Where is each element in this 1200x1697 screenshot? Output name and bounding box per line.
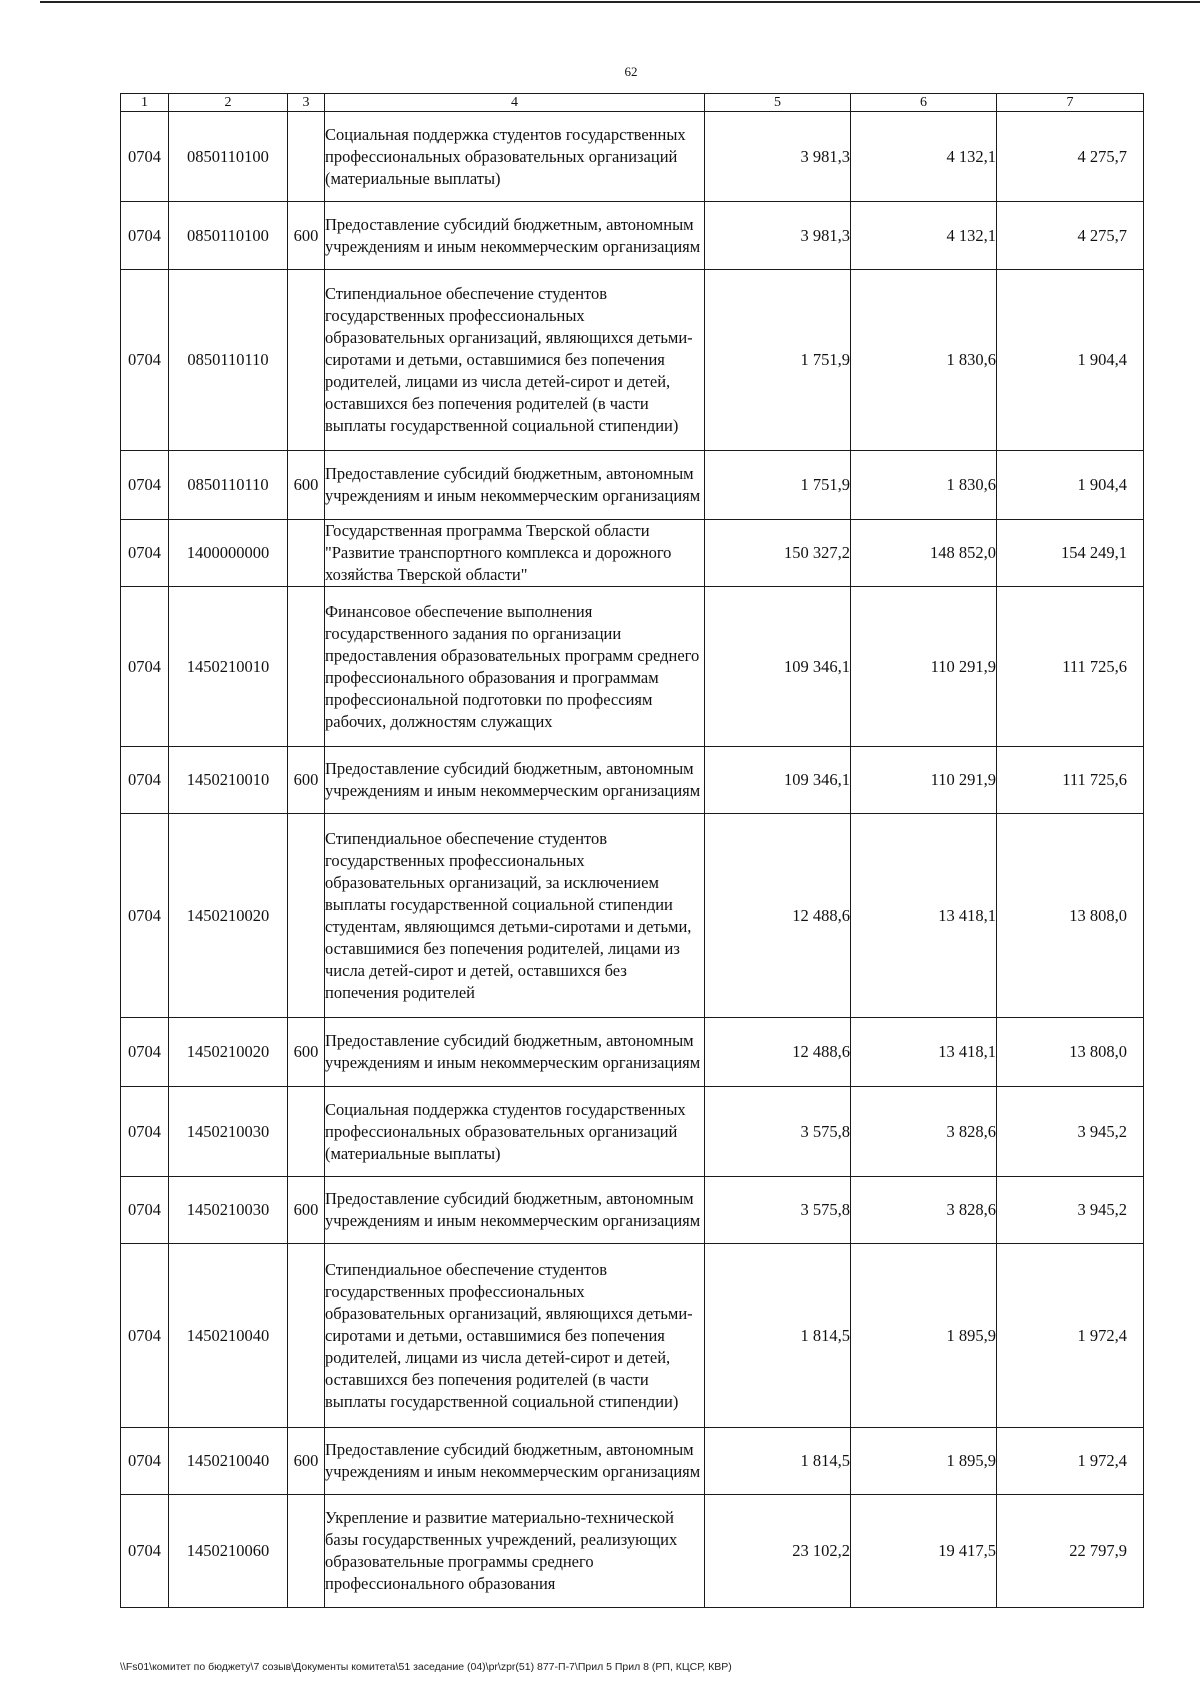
section-code: 0704	[121, 202, 169, 270]
row-description: Стипендиальное обеспечение студентов государственных профессиональных образовательных организаций, за исключением выплаты государственной социальной стипендии студентам, являющимся детьми-сиротами и детьми, оставшимися без попечения родителей, лицами из числа детей-сирот и детей, оставшихся без попечения родителей	[325, 814, 705, 1018]
amount-col5: 1 814,5	[705, 1244, 851, 1428]
expense-type-code	[288, 814, 325, 1018]
target-article-code: 1450210040	[169, 1244, 288, 1428]
target-article-code: 1450210010	[169, 587, 288, 747]
column-header: 4	[325, 94, 705, 112]
table-row	[121, 270, 1144, 451]
target-article-code: 1450210010	[169, 747, 288, 814]
expense-type-code: 600	[288, 1018, 325, 1087]
row-description: Предоставление субсидий бюджетным, автономным учреждениям и иным некоммерческим организациям	[325, 202, 705, 270]
target-article-code: 0850110110	[169, 451, 288, 520]
section-code: 0704	[121, 520, 169, 587]
target-article-code: 1450210030	[169, 1087, 288, 1177]
column-header: 2	[169, 94, 288, 112]
table-row	[121, 520, 1144, 587]
amount-col6: 148 852,0	[851, 520, 997, 587]
amount-col6: 3 828,6	[851, 1087, 997, 1177]
section-code: 0704	[121, 1428, 169, 1495]
amount-col7: 3 945,2	[997, 1087, 1144, 1177]
row-description: Предоставление субсидий бюджетным, автономным учреждениям и иным некоммерческим организациям	[325, 451, 705, 520]
row-description: Стипендиальное обеспечение студентов государственных профессиональных образовательных организаций, являющихся детьми-сиротами и детьми, оставшимися без попечения родителей, лицами из числа детей-сирот и детей, оставшихся без попечения родителей (в части выплаты государственной социальной стипендии)	[325, 1244, 705, 1428]
amount-col7: 154 249,1	[997, 520, 1144, 587]
section-code: 0704	[121, 1087, 169, 1177]
expense-type-code	[288, 1087, 325, 1177]
target-article-code: 1400000000	[169, 520, 288, 587]
section-code: 0704	[121, 1244, 169, 1428]
row-description: Предоставление субсидий бюджетным, автономным учреждениям и иным некоммерческим организациям	[325, 1428, 705, 1495]
amount-col7: 3 945,2	[997, 1177, 1144, 1244]
amount-col5: 3 575,8	[705, 1087, 851, 1177]
section-code: 0704	[121, 1495, 169, 1608]
table-row	[121, 587, 1144, 747]
table-row	[121, 451, 1144, 520]
column-header: 6	[851, 94, 997, 112]
amount-col5: 109 346,1	[705, 587, 851, 747]
amount-col5: 12 488,6	[705, 814, 851, 1018]
amount-col5: 3 575,8	[705, 1177, 851, 1244]
target-article-code: 1450210060	[169, 1495, 288, 1608]
amount-col6: 1 895,9	[851, 1244, 997, 1428]
amount-col7: 1 972,4	[997, 1244, 1144, 1428]
amount-col7: 13 808,0	[997, 814, 1144, 1018]
amount-col6: 110 291,9	[851, 747, 997, 814]
amount-col6: 1 895,9	[851, 1428, 997, 1495]
row-description: Предоставление субсидий бюджетным, автономным учреждениям и иным некоммерческим организациям	[325, 1018, 705, 1087]
section-code: 0704	[121, 587, 169, 747]
table-row	[121, 1018, 1144, 1087]
amount-col5: 12 488,6	[705, 1018, 851, 1087]
page-number: 62	[624, 64, 638, 79]
amount-col7: 111 725,6	[997, 747, 1144, 814]
target-article-code: 0850110100	[169, 112, 288, 202]
amount-col7: 1 904,4	[997, 270, 1144, 451]
expense-type-code: 600	[288, 1177, 325, 1244]
row-description: Стипендиальное обеспечение студентов государственных профессиональных образовательных организаций, являющихся детьми-сиротами и детьми, оставшимися без попечения родителей, лицами из числа детей-сирот и детей, оставшихся без попечения родителей (в части выплаты государственной социальной стипендии)	[325, 270, 705, 451]
target-article-code: 1450210020	[169, 1018, 288, 1087]
amount-col5: 23 102,2	[705, 1495, 851, 1608]
column-header: 3	[288, 94, 325, 112]
row-description: Предоставление субсидий бюджетным, автономным учреждениям и иным некоммерческим организациям	[325, 1177, 705, 1244]
amount-col6: 13 418,1	[851, 1018, 997, 1087]
section-code: 0704	[121, 112, 169, 202]
row-description: Предоставление субсидий бюджетным, автономным учреждениям и иным некоммерческим организациям	[325, 747, 705, 814]
table-row	[121, 1495, 1144, 1608]
amount-col6: 1 830,6	[851, 451, 997, 520]
section-code: 0704	[121, 270, 169, 451]
amount-col6: 3 828,6	[851, 1177, 997, 1244]
amount-col7: 4 275,7	[997, 202, 1144, 270]
target-article-code: 1450210040	[169, 1428, 288, 1495]
expense-type-code	[288, 270, 325, 451]
amount-col6: 4 132,1	[851, 202, 997, 270]
amount-col6: 1 830,6	[851, 270, 997, 451]
expense-type-code	[288, 1495, 325, 1608]
table-row	[121, 112, 1144, 202]
amount-col7: 1 904,4	[997, 451, 1144, 520]
section-code: 0704	[121, 1018, 169, 1087]
amount-col5: 3 981,3	[705, 202, 851, 270]
amount-col7: 22 797,9	[997, 1495, 1144, 1608]
table-row	[121, 1087, 1144, 1177]
target-article-code: 1450210020	[169, 814, 288, 1018]
expense-type-code	[288, 587, 325, 747]
table-row	[121, 747, 1144, 814]
column-header: 1	[121, 94, 169, 112]
expense-type-code	[288, 520, 325, 587]
target-article-code: 0850110110	[169, 270, 288, 451]
amount-col7: 13 808,0	[997, 1018, 1144, 1087]
section-code: 0704	[121, 814, 169, 1018]
expense-type-code: 600	[288, 747, 325, 814]
amount-col6: 19 417,5	[851, 1495, 997, 1608]
section-code: 0704	[121, 747, 169, 814]
table-row	[121, 1428, 1144, 1495]
column-number-row	[121, 94, 1144, 112]
expense-type-code	[288, 112, 325, 202]
scan-top-edge	[40, 1, 1200, 3]
table-row	[121, 1244, 1144, 1428]
row-description: Укрепление и развитие материально-технической базы государственных учреждений, реализующих образовательные программы среднего профессионального образования	[325, 1495, 705, 1608]
row-description: Государственная программа Тверской области "Развитие транспортного комплекса и дорожного хозяйства Тверской области"	[325, 520, 705, 587]
expense-type-code: 600	[288, 202, 325, 270]
amount-col7: 111 725,6	[997, 587, 1144, 747]
expense-type-code: 600	[288, 451, 325, 520]
row-description: Социальная поддержка студентов государственных профессиональных образовательных организаций (материальные выплаты)	[325, 1087, 705, 1177]
amount-col5: 3 981,3	[705, 112, 851, 202]
column-header: 7	[997, 94, 1144, 112]
amount-col7: 1 972,4	[997, 1428, 1144, 1495]
amount-col6: 4 132,1	[851, 112, 997, 202]
amount-col5: 1 814,5	[705, 1428, 851, 1495]
budget-table	[120, 93, 1144, 1608]
target-article-code: 1450210030	[169, 1177, 288, 1244]
amount-col5: 150 327,2	[705, 520, 851, 587]
section-code: 0704	[121, 451, 169, 520]
expense-type-code	[288, 1244, 325, 1428]
amount-col6: 110 291,9	[851, 587, 997, 747]
row-description: Социальная поддержка студентов государственных профессиональных образовательных организаций (материальные выплаты)	[325, 112, 705, 202]
table-row	[121, 1177, 1144, 1244]
table-row	[121, 814, 1144, 1018]
amount-col7: 4 275,7	[997, 112, 1144, 202]
target-article-code: 0850110100	[169, 202, 288, 270]
section-code: 0704	[121, 1177, 169, 1244]
amount-col5: 1 751,9	[705, 451, 851, 520]
file-path-footer: \\Fs01\комитет по бюджету\7 созыв\Документы комитета\51 заседание (04)\pr\zpr(51) 877-П-7\Прил 5 Прил 8 (РП, КЦСР, КВР)	[120, 1661, 732, 1673]
row-description: Финансовое обеспечение выполнения государственного задания по организации предоставления образовательных программ среднего профессионального образования и программам профессиональной подготовки по профессиям рабочих, должностям служащих	[325, 587, 705, 747]
amount-col6: 13 418,1	[851, 814, 997, 1018]
amount-col5: 1 751,9	[705, 270, 851, 451]
table-row	[121, 202, 1144, 270]
column-header: 5	[705, 94, 851, 112]
expense-type-code: 600	[288, 1428, 325, 1495]
amount-col5: 109 346,1	[705, 747, 851, 814]
